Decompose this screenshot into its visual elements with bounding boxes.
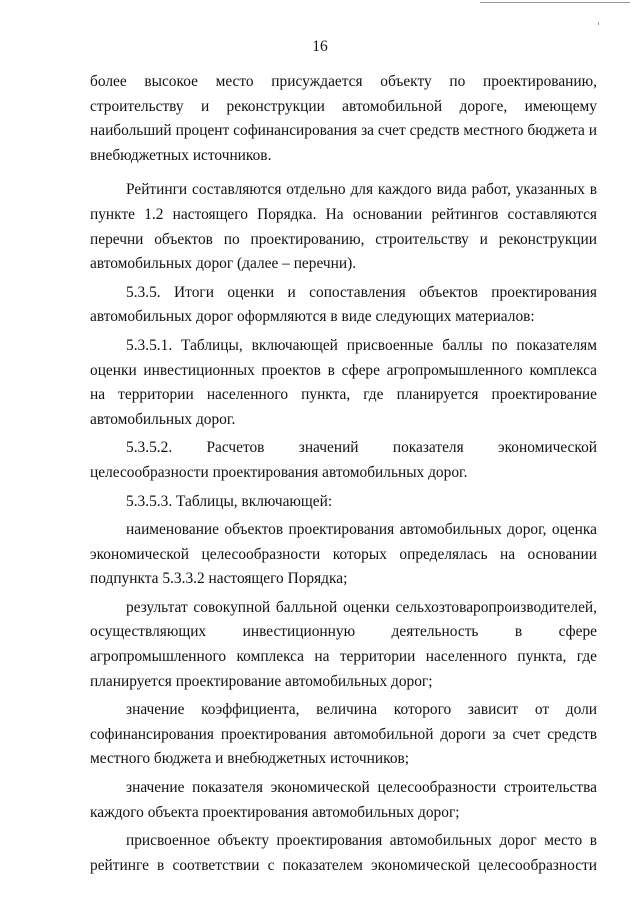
list-item-rating-place: присвоенное объекту проектирования автомобильных дорог место в рейтинге в соответствии с показателем экономической целесообразности [90,832,597,874]
paragraph-5-3-5: 5.3.5. Итоги оценки и сопоставления объектов проектирования автомобильных дорог оформляются в виде следующих материалов: [90,283,597,326]
paragraph-ratings: Рейтинги составляются отдельно для каждого вида работ, указанных в пункте 1.2 настоящего Порядка. На основании рейтингов составляются перечни объектов по проектированию, строительству и реконструкции автомобильных дорог (далее – перечни). [90,181,597,273]
list-item-feasibility-value: значение показателя экономической целесообразности строительства каждого объекта проектирования автомобильных дорог; [90,779,597,821]
scan-edge-line [480,2,630,3]
list-item-score-result: результат совокупной балльной оценки сельхозтоваропроизводителей, осуществляющих инвестиционную деятельность в сфере агропромышленного комплекса на территории населенного пункта, где планируется проектирование автомобильных дорог; [90,598,597,690]
list-item-object-names: наименование объектов проектирования автомобильных дорог, оценка экономической целесообразности которых определялась на основании подпункта 5.3.3.2 настоящего Порядка; [90,521,597,588]
document-body [90,70,597,882]
paragraph-5-3-5-2: 5.3.5.2. Расчетов значений показателя экономической целесообразности проектирования автомобильных дорог. [90,439,597,481]
list-item-coefficient: значение коэффициента, величина которого зависит от доли софинансирования проектирования автомобильной дороги за счет средств местного бюджета и внебюджетных источников; [90,701,597,768]
paragraph-continuation: более высокое место присуждается объекту по проектированию, строительству и реконструкции автомобильной дороге, имеющему наибольший процент софинансирования за счет средств местного бюджета и внебюджетных источников. [90,73,597,164]
paragraph-5-3-5-1: 5.3.5.1. Таблицы, включающей присвоенные баллы по показателям оценки инвестиционных проектов в сфере агропромышленного комплекса на территории населенного пункта, где планируется проектирование автомобильных дорог. [90,336,597,428]
paragraph-5-3-5-3: 5.3.5.3. Таблицы, включающей: [126,492,333,510]
scan-mark [598,22,599,25]
page-number: 16 [312,38,328,55]
